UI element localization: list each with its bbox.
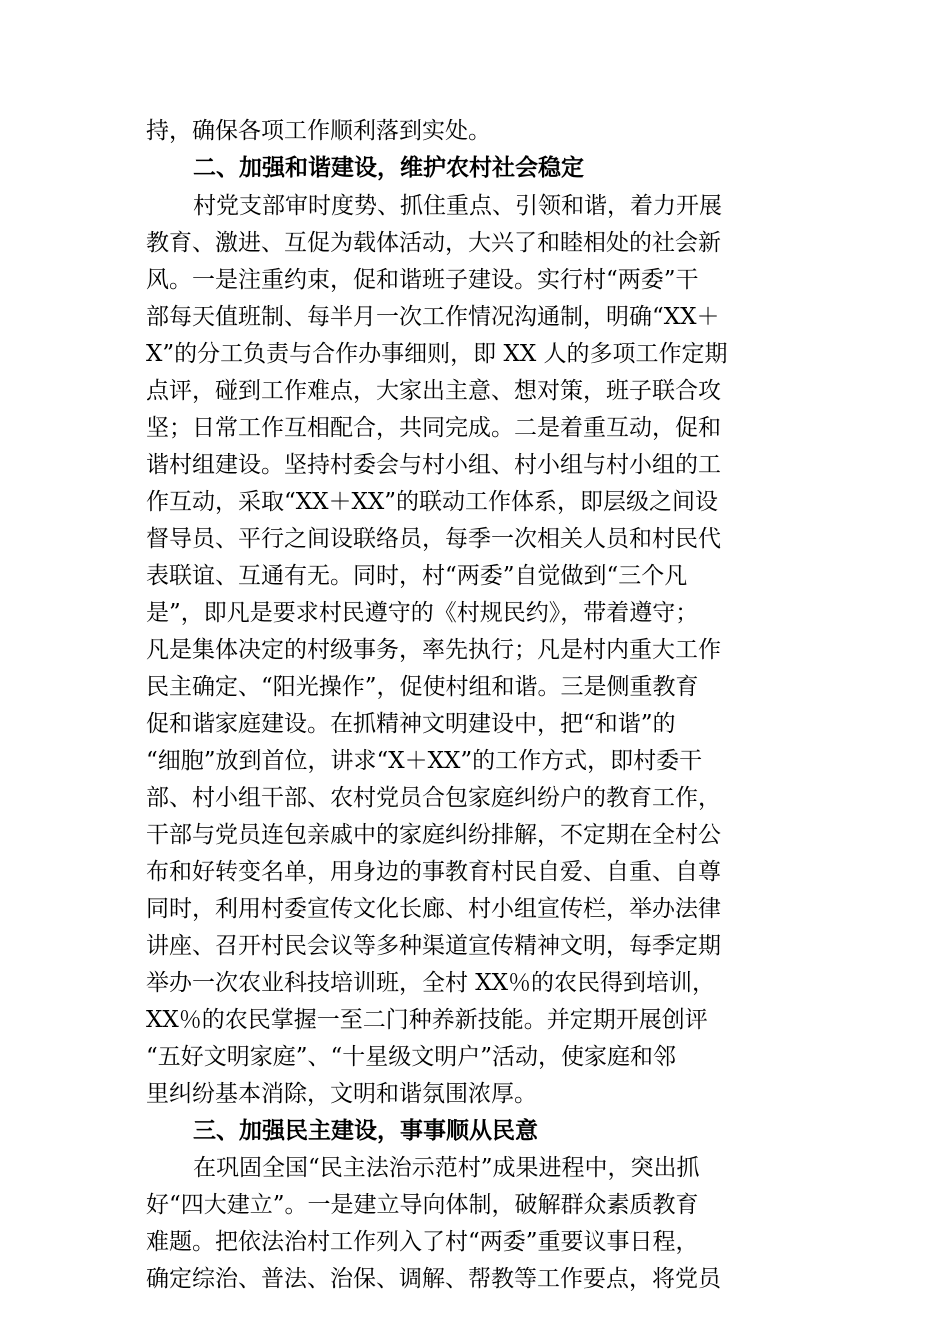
- text-line: [0, 373, 950, 409]
- section-heading-3: [0, 1113, 950, 1149]
- line-text: “五好文明家庭”、“十星级文明户”活动，使家庭和邻: [146, 1044, 677, 1070]
- line-text: 表联谊、互通有无。同时，村“两委”自觉做到“三个凡: [146, 563, 688, 589]
- line-text: 举办一次农业科技培训班，全村 XX％的农民得到培训，: [146, 970, 716, 996]
- section-heading-2: [0, 150, 950, 186]
- text-line: [0, 299, 950, 335]
- line-text: 风。一是注重约束，促和谐班子建设。实行村“两委”干: [146, 267, 699, 293]
- text-line: [0, 928, 950, 964]
- text-line: [0, 965, 950, 1001]
- text-line: [0, 1224, 950, 1260]
- text-line: [0, 447, 950, 483]
- line-text: “细胞”放到首位，讲求“X＋XX”的工作方式，即村委干: [146, 748, 703, 774]
- line-text: 讲座、召开村民会议等多种渠道宣传精神文明，每季定期: [146, 933, 721, 959]
- line-text: 作互动，采取“XX＋XX”的联动工作体系，即层级之间设: [146, 489, 719, 515]
- line-text: 持，确保各项工作顺利落到实处。: [146, 118, 491, 144]
- line-text: 督导员、平行之间设联络员，每季一次相关人员和村民代: [146, 526, 721, 552]
- line-text: 确定综治、普法、治保、调解、帮教等工作要点，将党员: [146, 1266, 721, 1292]
- line-text: 干部与党员连包亲戚中的家庭纠纷排解，不定期在全村公: [146, 822, 721, 848]
- text-line: [0, 1261, 950, 1297]
- line-text: 在巩固全国“民主法治示范村”成果进程中，突出抓: [193, 1155, 700, 1181]
- line-text: 促和谐家庭建设。在抓精神文明建设中，把“和谐”的: [146, 711, 676, 737]
- text-line: [0, 743, 950, 779]
- line-text: 坚；日常工作互相配合，共同完成。二是着重互动，促和: [146, 415, 721, 441]
- text-line: [0, 669, 950, 705]
- text-line: [0, 225, 950, 261]
- text-line: [0, 595, 950, 631]
- text-line: [0, 780, 950, 816]
- text-line: [0, 632, 950, 668]
- line-text: XX％的农民掌握一至二门种养新技能。并定期开展创评: [146, 1007, 708, 1033]
- line-text: 民主确定、“阳光操作”，促使村组和谐。三是侧重教育: [146, 674, 699, 700]
- line-text: 同时，利用村委宣传文化长廊、村小组宣传栏，举办法律: [146, 896, 721, 922]
- text-line: [0, 484, 950, 520]
- text-line: [0, 706, 950, 742]
- line-text: 里纠纷基本消除，文明和谐氛围浓厚。: [146, 1081, 537, 1107]
- text-line: [0, 1076, 950, 1112]
- text-line: [0, 262, 950, 298]
- line-text: 教育、激进、互促为载体活动，大兴了和睦相处的社会新: [146, 230, 721, 256]
- line-text: 谐村组建设。坚持村委会与村小组、村小组与村小组的工: [146, 452, 721, 478]
- line-text: X”的分工负责与合作办事细则，即 XX 人的多项工作定期: [146, 341, 728, 367]
- line-text: 部、村小组干部、农村党员合包家庭纠纷户的教育工作，: [146, 785, 721, 811]
- text-line: [0, 1150, 950, 1186]
- text-line: [0, 1039, 950, 1075]
- line-text: 村党支部审时度势、抓住重点、引领和谐，着力开展: [193, 193, 722, 219]
- text-line: [0, 410, 950, 446]
- text-line: [0, 113, 950, 149]
- heading-text: 三、加强民主建设，事事顺从民意: [193, 1118, 538, 1144]
- text-line: [0, 1002, 950, 1038]
- text-line: [0, 188, 950, 224]
- text-line: [0, 1187, 950, 1223]
- line-text: 难题。把依法治村工作列入了村“两委”重要议事日程，: [146, 1229, 699, 1255]
- text-line: [0, 558, 950, 594]
- line-text: 是”，即凡是要求村民遵守的《村规民约》，带着遵守；: [146, 600, 699, 626]
- line-text: 凡是集体决定的村级事务，率先执行；凡是村内重大工作: [146, 637, 721, 663]
- text-line: [0, 854, 950, 890]
- heading-text: 二、加强和谐建设，维护农村社会稳定: [193, 155, 584, 181]
- line-text: 布和好转变名单，用身边的事教育村民自爱、自重、自尊: [146, 859, 721, 885]
- text-line: [0, 817, 950, 853]
- line-text: 好“四大建立”。一是建立导向体制，破解群众素质教育: [146, 1192, 699, 1218]
- line-text: 点评，碰到工作难点，大家出主意、想对策，班子联合攻: [146, 378, 721, 404]
- text-line: [0, 336, 950, 372]
- text-line: [0, 521, 950, 557]
- text-line: [0, 891, 950, 927]
- line-text: 部每天值班制、每半月一次工作情况沟通制，明确“XX＋: [146, 304, 720, 330]
